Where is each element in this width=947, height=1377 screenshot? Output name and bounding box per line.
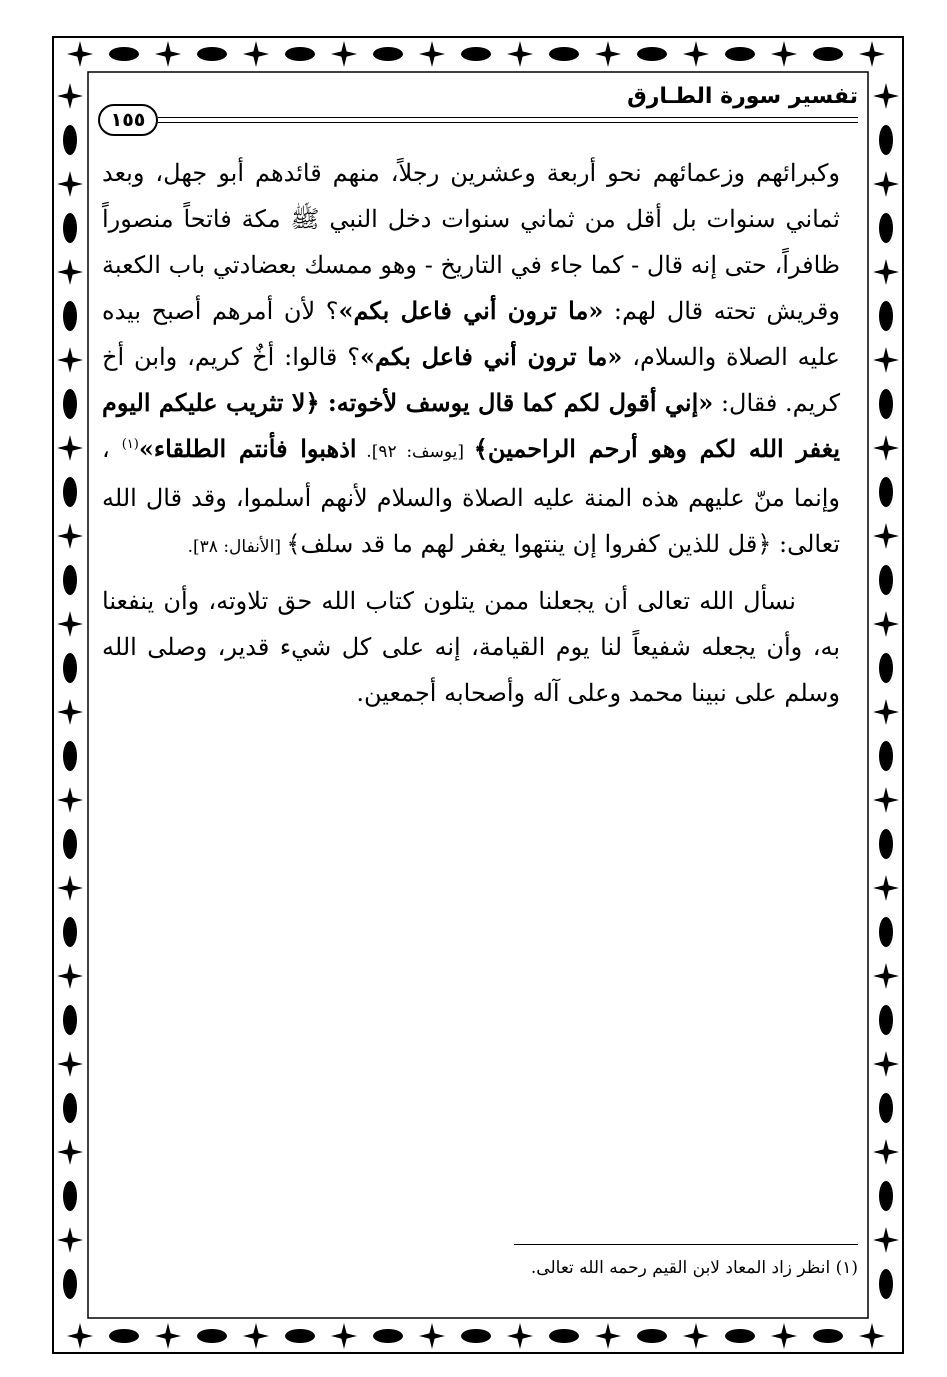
header-rule bbox=[158, 117, 858, 123]
p1-quote-2: «ما ترون أني فاعل بكم» bbox=[360, 342, 623, 371]
page-number: ١٥٥ bbox=[110, 109, 146, 131]
p1-quote-1: «ما ترون أني فاعل بكم» bbox=[338, 296, 604, 325]
p1-reference-2: [الأنفال: ٣٨]. bbox=[187, 537, 287, 557]
footnote-rule bbox=[514, 1244, 858, 1245]
p1-quote-3: «إني أقول لكم كما قال يوسف لأخوته: ﴿لا تثريب عليكم اليوم يغفر الله لكم وهو أرحم الراحمين﴾ bbox=[102, 388, 841, 463]
page-number-badge bbox=[98, 104, 158, 136]
footnote: (١) انظر زاد المعاد لابن القيم رحمه الله تعالى. bbox=[530, 1258, 858, 1278]
main-text bbox=[102, 150, 840, 716]
p1-text-1: وكبرائهم وزعمائهم نحو أربعة وعشرين رجلاً، منهم قائدهم أبو جهل، وبعد ثماني سنوات بل أقل من ثماني سنوات دخل النبي ﷺ مكة فاتحاً منصوراً ظافراً، حتى إنه قال - كما جاء في التاريخ - وهو ممسك بعضادتي باب الكعبة وقريش تحته قال لهم: bbox=[102, 159, 840, 325]
p1-reference-1: [يوسف: ٩٢]. bbox=[356, 442, 474, 462]
p1-text-2: ؟ لأن أمرهم أصبح بيده عليه الصلاة والسلام، bbox=[102, 297, 840, 371]
footnote-marker: (١) bbox=[121, 437, 139, 452]
p1-text-4: ، وإنما منّ عليهم هذه المنة عليه الصلاة والسلام لأنهم أسلموا، وقد قال الله تعالى: bbox=[102, 435, 840, 558]
paragraph-1 bbox=[102, 150, 840, 570]
paragraph-2: نسأل الله تعالى أن يجعلنا ممن يتلون كتاب الله حق تلاوته، وأن ينفعنا به، وأن يجعله شفيعاً لنا يوم القيامة، إنه على كل شيء قدير، وصلى الله وسلم على نبينا محمد وعلى آله وأصحابه أجمعين. bbox=[102, 587, 840, 707]
p1-quote-4: اذهبوا فأنتم الطلقاء» bbox=[138, 434, 357, 463]
p1-text-3: ؟ قالوا: أخٌ كريم، وابن أخ كريم. فقال: bbox=[102, 343, 840, 417]
header-title: تفسير سورة الطـارق bbox=[627, 84, 858, 109]
p1-quote-5: ﴿قل للذين كفروا إن ينتهوا يغفر لهم ما قد سلف﴾ bbox=[286, 530, 772, 558]
running-header bbox=[98, 84, 858, 134]
